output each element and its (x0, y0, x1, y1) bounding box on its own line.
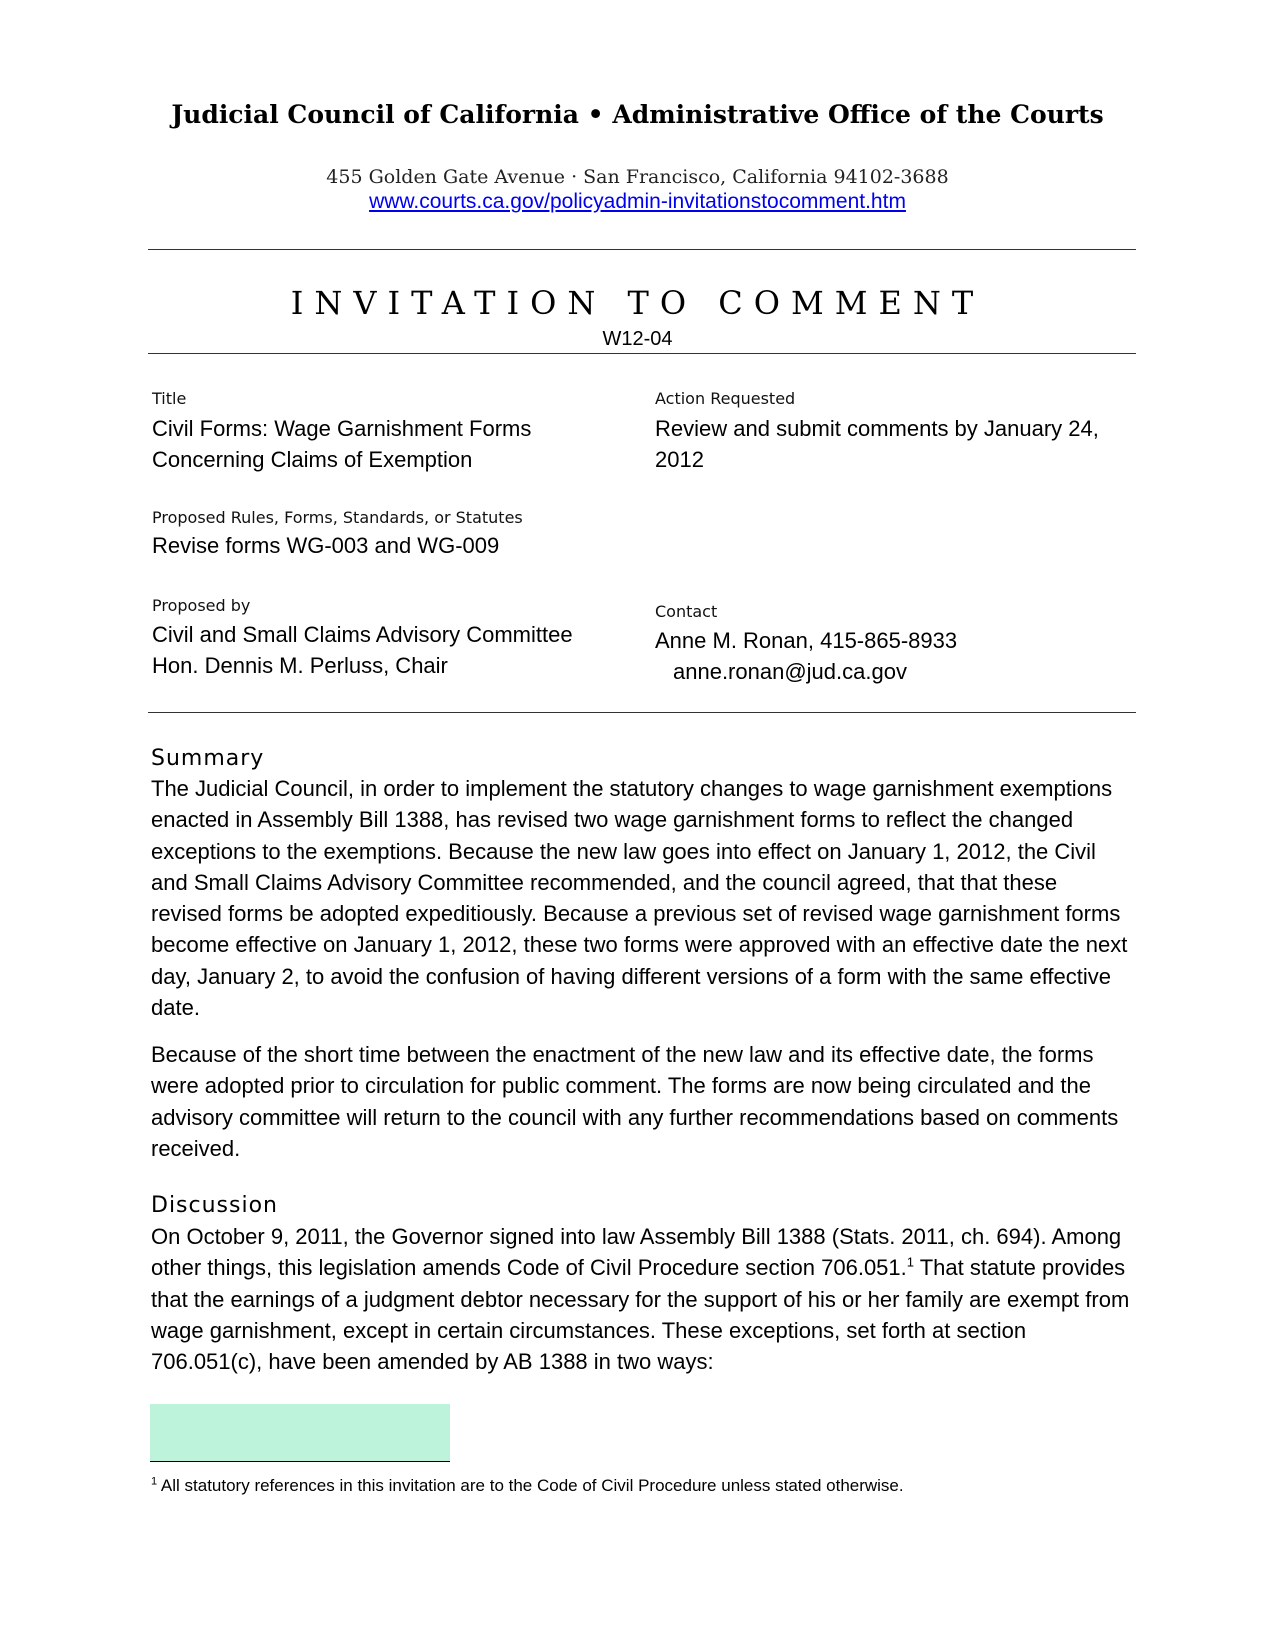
title-label: Title (152, 389, 187, 408)
invitations-link[interactable]: www.courts.ca.gov/policyadmin-invitationstocomment.htm (369, 190, 906, 213)
proposed-rules-label: Proposed Rules, Forms, Standards, or Statutes (152, 508, 523, 527)
footnote (151, 1475, 1131, 1497)
contact-email[interactable]: anne.ronan@jud.ca.gov (673, 659, 907, 684)
title-divider (148, 353, 1136, 354)
footnote-marker: 1 (151, 1475, 158, 1488)
summary-paragraph-1: The Judicial Council, in order to implement the statutory changes to wage garnishment exemptions enacted in Assembly Bill 1388, has revised two wage garnishment forms to reflect the changed exceptions to the exemptions. Because the new law goes into effect on January 1, 2012, the Civil and Small Claims Advisory Committee recommended, and the council agreed, that that these revised forms be adopted expeditiously. Because a previous set of revised wage garnishment forms become effective on January 1, 2012, these two forms were approved with an effective date the next day, January 2, to avoid the confusion of having different versions of a form with the same effective date. (151, 776, 1128, 1021)
masthead-title: Judicial Council of California • Administrative Office of the Courts (171, 100, 1104, 129)
discussion-heading: Discussion (151, 1193, 278, 1218)
document-number: W12-04 (602, 328, 673, 350)
courts-url-line (0, 190, 1275, 214)
discussion-text-start: On October 9, 2011, the Governor signed into law Assembly Bill 1388 (Stats. 2011, ch. 694). Among other things, this legislation amends Code of Civil Procedure section 706.051. (151, 1224, 1122, 1281)
document-heading: INVITATION TO COMMENT (290, 284, 985, 322)
summary-paragraph-2: Because of the short time between the enactment of the new law and its effective date, the forms were adopted prior to circulation for public comment. The forms are now being circulated and the advisory committee will return to the council with any further recommendations based on comments received. (151, 1042, 1119, 1161)
action-requested-label: Action Requested (655, 389, 796, 408)
summary-heading: Summary (151, 746, 265, 771)
fields-divider (148, 712, 1136, 713)
office-address: 455 Golden Gate Avenue · San Francisco, California 94102-3688 (326, 166, 949, 188)
proposed-rules-value: Revise forms WG-003 and WG-009 (152, 533, 500, 558)
proposed-by-value (152, 619, 622, 681)
title-value: Civil Forms: Wage Garnishment Forms Concerning Claims of Exemption (152, 416, 532, 472)
proposed-by-committee: Civil and Small Claims Advisory Committee (152, 622, 573, 647)
header-divider (148, 249, 1136, 250)
discussion-paragraph-1 (151, 1221, 1131, 1377)
contact-name-phone: Anne M. Ronan, 415-865-8933 (655, 628, 958, 653)
discussion-text-end: That statute provides that the earnings of a judgment debtor necessary for the support of his or her family are exempt from wage garnishment, except in certain circumstances. These exceptions, set forth at section 706.051(c), have been amended by AB 1388 in two ways: (151, 1255, 1130, 1375)
footnote-highlight-box (150, 1404, 450, 1461)
footnote-text: All statutory references in this invitation are to the Code of Civil Procedure unless stated otherwise. (157, 1476, 904, 1495)
proposed-by-label: Proposed by (152, 596, 251, 615)
footnote-reference[interactable]: 1 (906, 1254, 915, 1270)
action-requested-value: Review and submit comments by January 24, 2012 (655, 416, 1099, 472)
contact-value (655, 625, 957, 687)
contact-label: Contact (655, 602, 718, 621)
proposed-by-chair: Hon. Dennis M. Perluss, Chair (152, 653, 448, 678)
footnote-separator (150, 1461, 450, 1462)
